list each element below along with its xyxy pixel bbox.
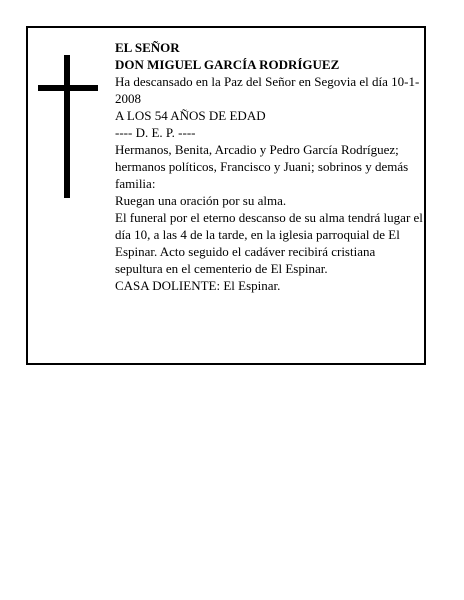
notice-title-line-1: EL SEÑOR [115, 40, 180, 55]
funeral-line: El funeral por el eterno descanso de su alma tendrá lugar el día 10, a las 4 de la tarde, en la iglesia parroquial de El Espinar. Acto seguido el cadáver recibirá cristiana sepultura en el cementerio de El Espinar. [115, 210, 423, 276]
rip-line: ---- D. E. P. ---- [115, 125, 196, 140]
notice-title-line-2: DON MIGUEL GARCÍA RODRÍGUEZ [115, 57, 340, 72]
notice-text [115, 39, 425, 294]
house-line: CASA DOLIENTE: El Espinar. [115, 278, 281, 293]
prayer-line: Ruegan una oración por su alma. [115, 193, 287, 208]
cross-icon [38, 55, 98, 198]
cross-vertical-bar [64, 55, 70, 198]
cross-horizontal-bar [38, 85, 98, 91]
family-line: Hermanos, Benita, Arcadio y Pedro García Rodríguez; hermanos políticos, Francisco y Juani; sobrinos y demás familia: [115, 142, 409, 191]
age-line: A LOS 54 AÑOS DE EDAD [115, 108, 266, 123]
rested-line: Ha descansado en la Paz del Señor en Segovia el día 10-1-2008 [115, 74, 420, 106]
death-notice [26, 26, 426, 365]
